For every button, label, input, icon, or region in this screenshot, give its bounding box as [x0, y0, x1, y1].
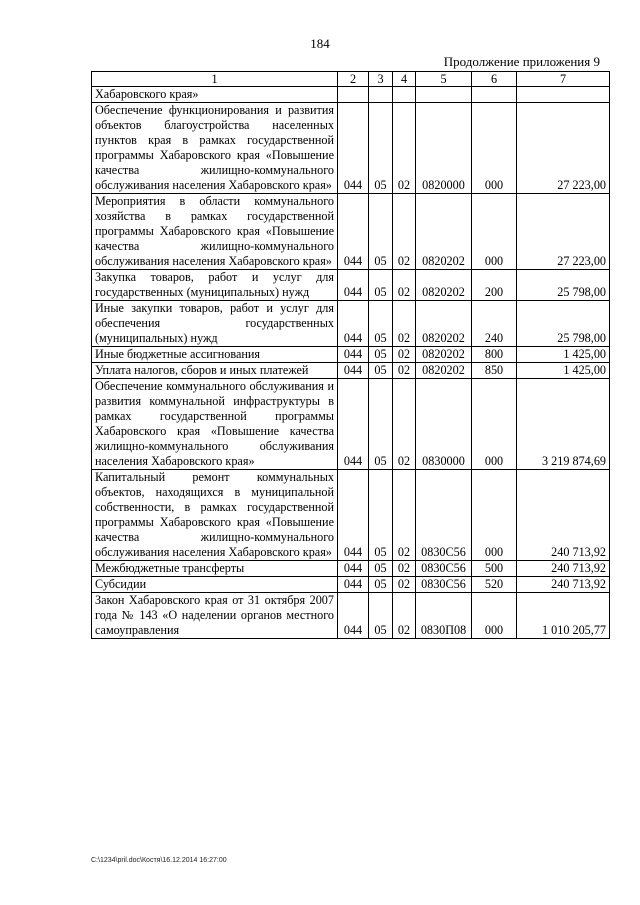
- row-code-cell: 0820202: [416, 347, 472, 363]
- row-code-cell: 05: [369, 347, 393, 363]
- row-amount-cell: 27 223,00: [517, 194, 610, 270]
- row-amount-cell: 1 425,00: [517, 347, 610, 363]
- row-code-cell: 044: [338, 363, 369, 379]
- row-code-cell: 520: [472, 577, 517, 593]
- row-code-cell: 05: [369, 301, 393, 347]
- row-name-cell: Иные закупки товаров, работ и услуг для обеспечения государственных (муниципальных) нужд: [92, 301, 338, 347]
- table-row: [92, 363, 610, 379]
- row-name-cell: Иные бюджетные ассигнования: [92, 347, 338, 363]
- row-code-cell: 02: [393, 577, 416, 593]
- table-row: [92, 379, 610, 470]
- column-header: 3: [369, 72, 393, 87]
- row-code-cell: 02: [393, 301, 416, 347]
- row-name-cell: Уплата налогов, сборов и иных платежей: [92, 363, 338, 379]
- row-amount-cell: 25 798,00: [517, 301, 610, 347]
- row-code-cell: 044: [338, 577, 369, 593]
- column-header: 1: [92, 72, 338, 87]
- row-code-cell: 800: [472, 347, 517, 363]
- row-code-cell: 05: [369, 194, 393, 270]
- table-row: [92, 103, 610, 194]
- row-code-cell: 02: [393, 103, 416, 194]
- row-amount-cell: [517, 87, 610, 103]
- budget-table: [91, 71, 610, 639]
- row-amount-cell: 240 713,92: [517, 577, 610, 593]
- row-code-cell: 044: [338, 561, 369, 577]
- row-code-cell: 05: [369, 363, 393, 379]
- column-header: 4: [393, 72, 416, 87]
- row-code-cell: 0830С56: [416, 577, 472, 593]
- row-code-cell: 0830С56: [416, 561, 472, 577]
- row-code-cell: 05: [369, 561, 393, 577]
- row-amount-cell: 240 713,92: [517, 470, 610, 561]
- table-row: [92, 270, 610, 301]
- row-code-cell: 05: [369, 593, 393, 639]
- row-name-cell: Капитальный ремонт коммунальных объектов, находящихся в муниципальной собственности, в рамках государственной программы Хабаровского края «Повышение качества жилищно-коммунального обслуживания населения Хабаровского края»: [92, 470, 338, 561]
- row-code-cell: 240: [472, 301, 517, 347]
- row-code-cell: [369, 87, 393, 103]
- row-code-cell: 02: [393, 561, 416, 577]
- row-code-cell: 044: [338, 103, 369, 194]
- row-name-cell: Хабаровского края»: [92, 87, 338, 103]
- row-code-cell: 000: [472, 103, 517, 194]
- row-code-cell: 0830С56: [416, 470, 472, 561]
- row-code-cell: 000: [472, 593, 517, 639]
- row-name-cell: Закон Хабаровского края от 31 октября 2007 года № 143 «О наделении органов местного самоуправления: [92, 593, 338, 639]
- row-code-cell: 0820202: [416, 363, 472, 379]
- row-code-cell: 05: [369, 470, 393, 561]
- row-code-cell: 0820202: [416, 270, 472, 301]
- column-header: 5: [416, 72, 472, 87]
- row-name-cell: Мероприятия в области коммунального хозяйства в рамках государственной программы Хабаровского края «Повышение качества жилищно-коммунального обслуживания населения Хабаровского края»: [92, 194, 338, 270]
- column-header: 6: [472, 72, 517, 87]
- row-code-cell: 044: [338, 593, 369, 639]
- row-code-cell: 02: [393, 379, 416, 470]
- row-code-cell: 200: [472, 270, 517, 301]
- row-name-cell: Закупка товаров, работ и услуг для государственных (муниципальных) нужд: [92, 270, 338, 301]
- row-code-cell: 000: [472, 194, 517, 270]
- row-code-cell: 044: [338, 470, 369, 561]
- row-name-cell: Обеспечение коммунального обслуживания и развития коммунальной инфраструктуры в рамках государственной программы Хабаровского края «Повышение качества жилищно-коммунального обслуживания населения Хабаровского края»: [92, 379, 338, 470]
- row-amount-cell: 1 010 205,77: [517, 593, 610, 639]
- row-name-cell: Межбюджетные трансферты: [92, 561, 338, 577]
- row-name-cell: Субсидии: [92, 577, 338, 593]
- row-code-cell: 02: [393, 347, 416, 363]
- row-code-cell: 000: [472, 470, 517, 561]
- row-amount-cell: 25 798,00: [517, 270, 610, 301]
- row-code-cell: [472, 87, 517, 103]
- row-code-cell: [393, 87, 416, 103]
- row-code-cell: 850: [472, 363, 517, 379]
- row-code-cell: 0830000: [416, 379, 472, 470]
- column-header: 7: [517, 72, 610, 87]
- table-row: [92, 593, 610, 639]
- page-number: 184: [310, 36, 330, 51]
- row-amount-cell: 1 425,00: [517, 363, 610, 379]
- table-row: [92, 194, 610, 270]
- row-code-cell: 05: [369, 103, 393, 194]
- row-code-cell: 0820202: [416, 301, 472, 347]
- row-code-cell: 044: [338, 379, 369, 470]
- row-name-cell: Обеспечение функционирования и развития объектов благоустройства населенных пунктов края в рамках государственной программы Хабаровского края «Повышение качества жилищно-коммунального обслуживания населения Хабаровского края»: [92, 103, 338, 194]
- row-code-cell: 02: [393, 593, 416, 639]
- row-code-cell: 044: [338, 270, 369, 301]
- row-code-cell: 02: [393, 363, 416, 379]
- row-code-cell: 05: [369, 270, 393, 301]
- row-code-cell: 05: [369, 577, 393, 593]
- row-code-cell: 02: [393, 270, 416, 301]
- row-code-cell: 000: [472, 379, 517, 470]
- header-row: [92, 72, 610, 87]
- row-code-cell: 0820202: [416, 194, 472, 270]
- row-code-cell: 044: [338, 194, 369, 270]
- row-code-cell: 02: [393, 194, 416, 270]
- row-code-cell: [416, 87, 472, 103]
- column-header: 2: [338, 72, 369, 87]
- table-row: [92, 301, 610, 347]
- row-code-cell: 044: [338, 301, 369, 347]
- table-row: [92, 577, 610, 593]
- table-row: [92, 87, 610, 103]
- table-row: [92, 470, 610, 561]
- row-code-cell: 044: [338, 347, 369, 363]
- row-amount-cell: 27 223,00: [517, 103, 610, 194]
- file-path-footer: C:\1234\pril.doc\Костя\16.12.2014 16:27:00: [91, 857, 227, 864]
- row-code-cell: [338, 87, 369, 103]
- table-row: [92, 561, 610, 577]
- row-amount-cell: 3 219 874,69: [517, 379, 610, 470]
- row-code-cell: 0830П08: [416, 593, 472, 639]
- row-amount-cell: 240 713,92: [517, 561, 610, 577]
- row-code-cell: 500: [472, 561, 517, 577]
- row-code-cell: 05: [369, 379, 393, 470]
- row-code-cell: 0820000: [416, 103, 472, 194]
- table-row: [92, 347, 610, 363]
- appendix-continuation-label: Продолжение приложения 9: [443, 54, 600, 69]
- row-code-cell: 02: [393, 470, 416, 561]
